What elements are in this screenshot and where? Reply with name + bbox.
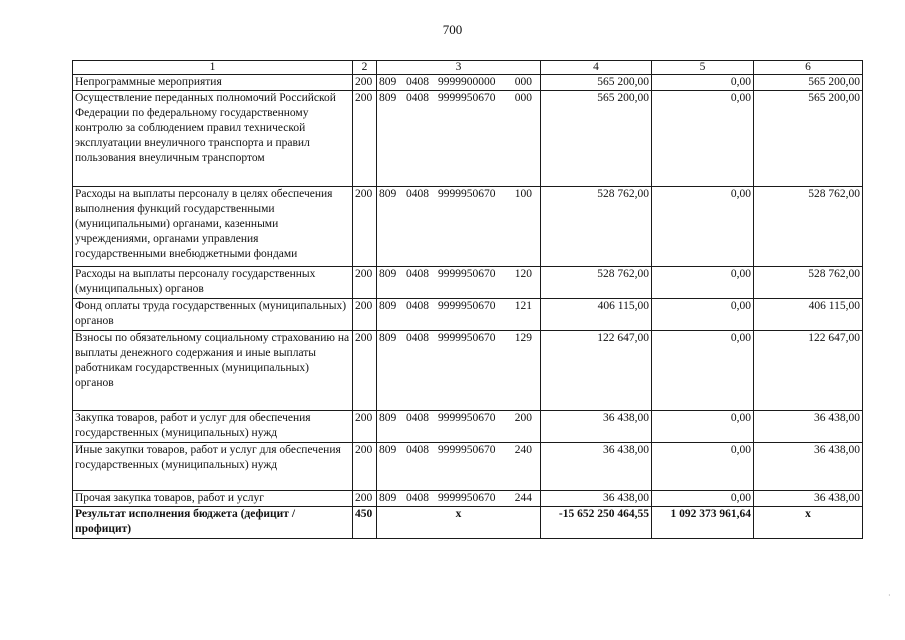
code-part-d: 100 [514, 188, 532, 200]
row-col-4: 36 438,00 [541, 443, 652, 491]
row-col-2: 200 [353, 75, 377, 91]
row-col-2: 200 [353, 299, 377, 331]
code-part-d: 244 [514, 492, 532, 504]
code-part-a: 809 [379, 188, 397, 200]
table-row [73, 187, 863, 267]
table-row [73, 443, 863, 491]
table-row [73, 331, 863, 411]
code-part-a: 809 [379, 332, 397, 344]
code-part-c: 9999950670 [438, 188, 496, 200]
row-col-4: 36 438,00 [541, 411, 652, 443]
result-col-2: 450 [353, 507, 377, 539]
row-col-2: 200 [353, 187, 377, 267]
row-col-4: 528 762,00 [541, 267, 652, 299]
row-col-2: 200 [353, 331, 377, 411]
header-col-2: 2 [353, 61, 377, 75]
result-col-4: -15 652 250 464,55 [541, 507, 652, 539]
code-part-b: 0408 [406, 268, 429, 280]
code-part-b: 0408 [406, 492, 429, 504]
row-col-6: 406 115,00 [754, 299, 863, 331]
row-name: Расходы на выплаты персоналу государственных (муниципальных) органов [73, 267, 353, 299]
code-part-d: 120 [514, 268, 532, 280]
row-name: Иные закупки товаров, работ и услуг для обеспечения государственных (муниципальных) нужд [73, 443, 353, 491]
row-col-4: 406 115,00 [541, 299, 652, 331]
row-col-4: 36 438,00 [541, 491, 652, 507]
row-name: Осуществление переданных полномочий Российской Федерации по федеральному государственному контролю за соблюдением правил технической эксплуатации внеуличного транспорта и правил пользования внеуличным транспортом [73, 91, 353, 187]
result-col-6: x [754, 507, 863, 539]
table-header [73, 61, 863, 75]
row-name: Закупка товаров, работ и услуг для обеспечения государственных (муниципальных) нужд [73, 411, 353, 443]
table-row [73, 411, 863, 443]
code-part-c: 9999950670 [438, 412, 496, 424]
code-part-b: 0408 [406, 92, 429, 104]
row-col-6: 565 200,00 [754, 91, 863, 187]
code-part-c: 9999950670 [438, 444, 496, 456]
result-name: Результат исполнения бюджета (дефицит / профицит) [73, 507, 353, 539]
code-part-d: 200 [514, 412, 532, 424]
row-col-2: 200 [353, 267, 377, 299]
row-col-6: 528 762,00 [754, 267, 863, 299]
header-col-1: 1 [73, 61, 353, 75]
header-col-6: 6 [754, 61, 863, 75]
row-col-6: 122 647,00 [754, 331, 863, 411]
row-col-4: 122 647,00 [541, 331, 652, 411]
row-name: Непрограммные мероприятия [73, 75, 353, 91]
row-code [377, 491, 541, 507]
row-col-5: 0,00 [652, 299, 754, 331]
row-col-2: 200 [353, 91, 377, 187]
row-col-2: 200 [353, 491, 377, 507]
code-part-d: 121 [514, 300, 532, 312]
row-col-6: 36 438,00 [754, 443, 863, 491]
code-part-c: 9999950670 [438, 92, 496, 104]
result-row [73, 507, 863, 539]
row-code [377, 411, 541, 443]
code-part-d: 000 [514, 76, 532, 88]
row-col-6: 36 438,00 [754, 491, 863, 507]
row-code [377, 91, 541, 187]
result-col-3: x [377, 507, 541, 539]
code-part-a: 809 [379, 444, 397, 456]
code-part-a: 809 [379, 412, 397, 424]
row-col-4: 565 200,00 [541, 75, 652, 91]
row-col-5: 0,00 [652, 491, 754, 507]
row-col-5: 0,00 [652, 267, 754, 299]
code-part-c: 9999950670 [438, 492, 496, 504]
row-col-6: 36 438,00 [754, 411, 863, 443]
row-code [377, 75, 541, 91]
code-part-a: 809 [379, 300, 397, 312]
row-col-5: 0,00 [652, 75, 754, 91]
code-part-a: 809 [379, 92, 397, 104]
table-body [73, 75, 863, 539]
row-code [377, 443, 541, 491]
code-part-b: 0408 [406, 188, 429, 200]
row-col-5: 0,00 [652, 187, 754, 267]
code-part-d: 240 [514, 444, 532, 456]
table-row [73, 491, 863, 507]
header-col-4: 4 [541, 61, 652, 75]
code-part-d: 000 [514, 92, 532, 104]
row-code [377, 331, 541, 411]
row-code [377, 187, 541, 267]
row-col-5: 0,00 [652, 91, 754, 187]
header-col-5: 5 [652, 61, 754, 75]
row-col-5: 0,00 [652, 443, 754, 491]
row-name: Расходы на выплаты персоналу в целях обеспечения выполнения функций государственными (муниципальными) органами, казенными учреждениями, органами управления государственными внебюджетными фондами [73, 187, 353, 267]
code-part-a: 809 [379, 76, 397, 88]
code-part-c: 9999950670 [438, 268, 496, 280]
scan-mark: · [888, 591, 891, 600]
table-row [73, 75, 863, 91]
result-col-5: 1 092 373 961,64 [652, 507, 754, 539]
code-part-b: 0408 [406, 332, 429, 344]
row-col-2: 200 [353, 443, 377, 491]
code-part-b: 0408 [406, 412, 429, 424]
code-part-b: 0408 [406, 300, 429, 312]
row-col-2: 200 [353, 411, 377, 443]
table-row [73, 299, 863, 331]
row-code [377, 267, 541, 299]
code-part-c: 9999900000 [438, 76, 496, 88]
code-part-c: 9999950670 [438, 332, 496, 344]
row-name: Взносы по обязательному социальному страхованию на выплаты денежного содержания и иные выплаты работникам государственных (муниципальных) органов [73, 331, 353, 411]
code-part-a: 809 [379, 268, 397, 280]
code-part-c: 9999950670 [438, 300, 496, 312]
row-code [377, 299, 541, 331]
header-col-3: 3 [377, 61, 541, 75]
code-part-a: 809 [379, 492, 397, 504]
row-col-5: 0,00 [652, 331, 754, 411]
budget-execution-table [72, 60, 863, 539]
row-name: Фонд оплаты труда государственных (муниципальных) органов [73, 299, 353, 331]
code-part-d: 129 [514, 332, 532, 344]
code-part-b: 0408 [406, 76, 429, 88]
row-col-6: 565 200,00 [754, 75, 863, 91]
table-row [73, 267, 863, 299]
row-col-5: 0,00 [652, 411, 754, 443]
table-row [73, 91, 863, 187]
page-number: 700 [442, 22, 463, 37]
row-col-4: 565 200,00 [541, 91, 652, 187]
code-part-b: 0408 [406, 444, 429, 456]
row-col-6: 528 762,00 [754, 187, 863, 267]
row-name: Прочая закупка товаров, работ и услуг [73, 491, 353, 507]
row-col-4: 528 762,00 [541, 187, 652, 267]
